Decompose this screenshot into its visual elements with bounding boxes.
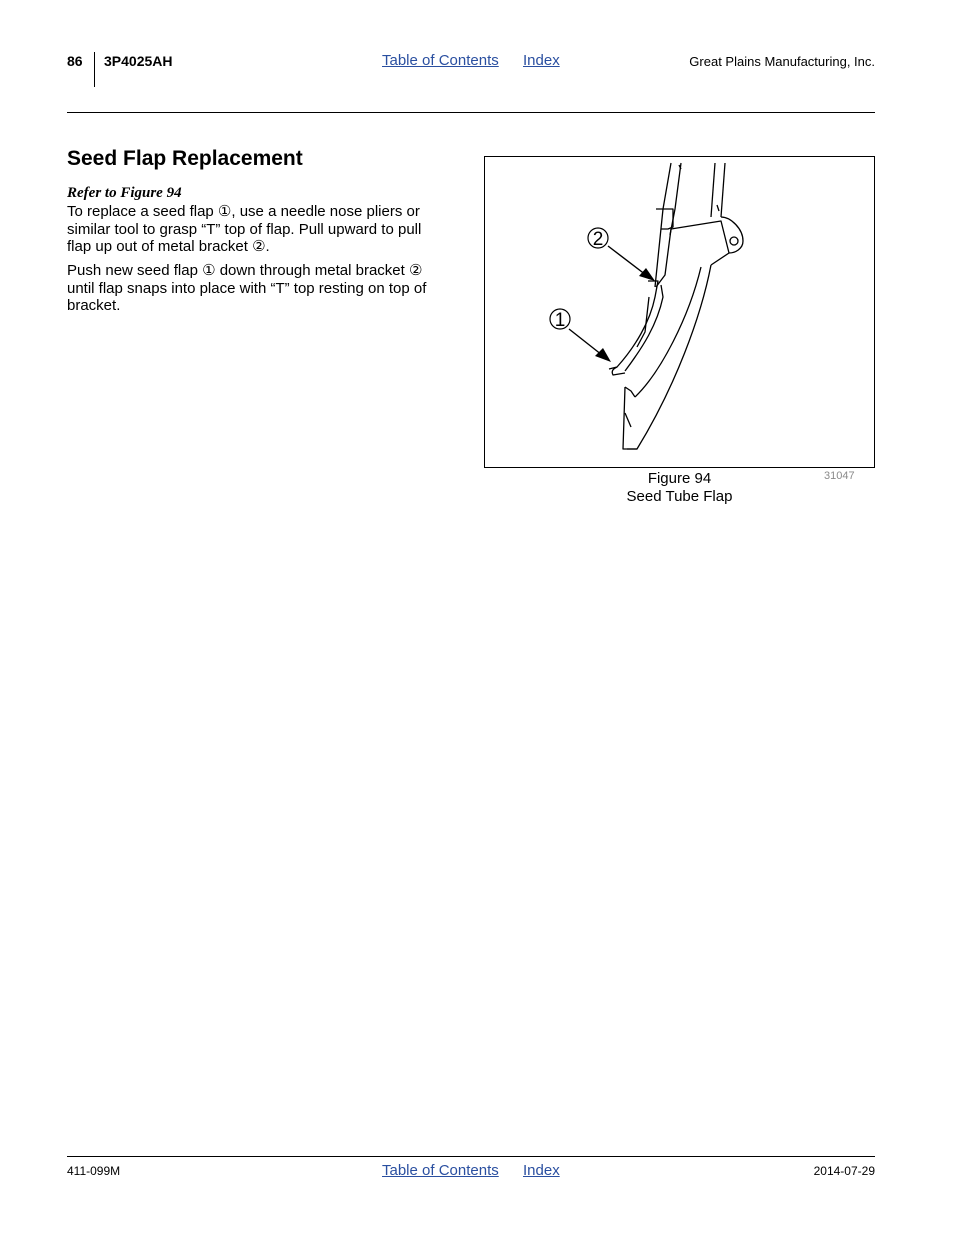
callout-1	[550, 309, 611, 362]
header-toc-link[interactable]: Table of Contents	[382, 52, 499, 69]
callout-2	[588, 228, 655, 281]
figure-reference: Refer to Figure 94	[67, 185, 182, 201]
header-rule	[67, 112, 875, 113]
section-title: Seed Flap Replacement	[67, 147, 303, 170]
document-number: 411-099M	[67, 1164, 121, 1178]
figure-illustration	[484, 156, 875, 468]
seed-tube-flap-drawing	[485, 157, 874, 467]
footer-rule	[67, 1156, 875, 1157]
instruction-paragraph-2: Push new seed flap ① down through metal bracket ② until flap snaps into place with “T” top resting on top of bracket.	[67, 262, 427, 314]
footer-toc-link[interactable]: Table of Contents	[382, 1162, 499, 1179]
figure-caption	[484, 470, 875, 505]
document-date: 2014-07-29	[813, 1164, 875, 1178]
figure-label: Figure 94	[647, 470, 712, 487]
footer-index-link[interactable]: Index	[523, 1162, 560, 1179]
company-name: Great Plains Manufacturing, Inc.	[689, 54, 875, 69]
instruction-paragraph-1: To replace a seed flap ①, use a needle nose pliers or similar tool to grasp “T” top of flap. Pull upward to pull flap up out of metal bracket ②.	[67, 203, 422, 255]
figure-title: Seed Tube Flap	[626, 487, 733, 505]
page-number: 86	[67, 53, 83, 69]
callout-1-label: 1	[554, 310, 566, 331]
header-divider	[94, 52, 95, 87]
header-index-link[interactable]: Index	[523, 52, 560, 69]
figure-part-number: 31047	[824, 470, 855, 482]
model-number: 3P4025AH	[104, 53, 173, 69]
callout-2-label: 2	[592, 229, 604, 250]
